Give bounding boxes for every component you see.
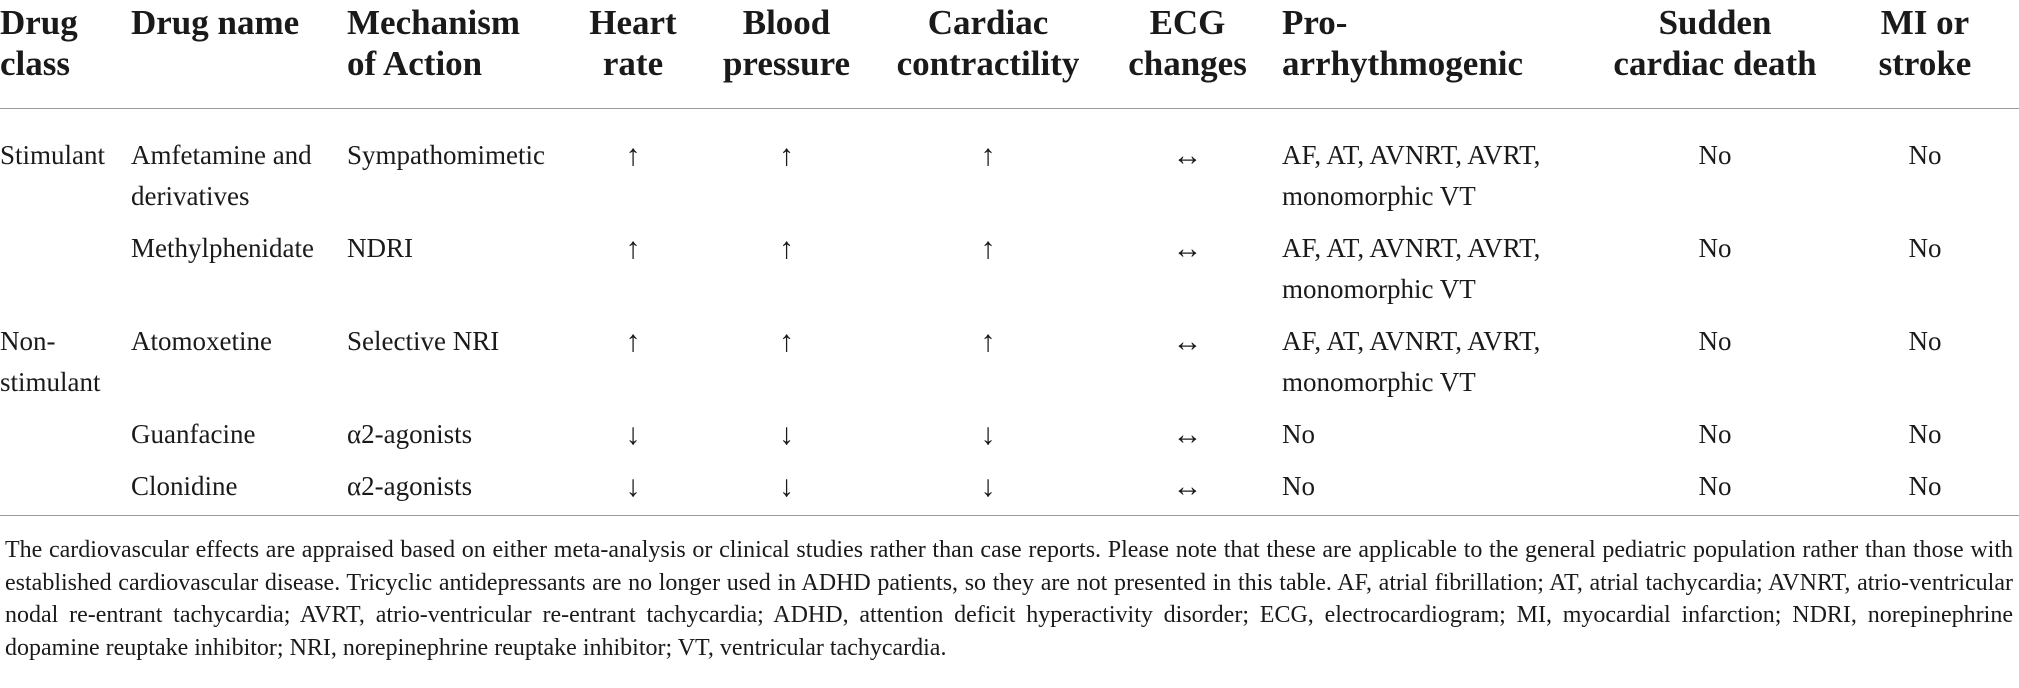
- cell-sudden-cardiac-death: No: [1698, 419, 1732, 449]
- cell-drug-class: [0, 228, 131, 321]
- cell-cardiac-contractility: ↑: [980, 139, 996, 172]
- cell-drug-name: Methylphenidate: [131, 233, 314, 263]
- cell-drug-class: [0, 466, 131, 516]
- cell-ecg-changes: ↔: [1172, 418, 1203, 451]
- cell-mi-or-stroke: No: [1908, 233, 1942, 263]
- cell-mi-or-stroke: No: [1831, 466, 2019, 516]
- cell-sudden-cardiac-death: No: [1599, 466, 1831, 516]
- cell-ecg-changes: ↔: [1172, 232, 1203, 265]
- cell-mechanism: NDRI: [347, 233, 413, 263]
- cell-pro-arrhythmogenic: AF, AT, AVNRT, AVRT, monomorphic VT: [1282, 326, 1541, 397]
- cell-cardiac-contractility: ↓: [883, 466, 1093, 516]
- cell-cardiac-contractility: ↓: [980, 418, 996, 451]
- cell-sudden-cardiac-death: No: [1698, 326, 1732, 356]
- table-row: [0, 414, 2019, 466]
- cell-blood-pressure: ↑: [779, 232, 794, 265]
- table-row: [0, 321, 2019, 414]
- cell-heart-rate: ↑: [625, 325, 641, 358]
- header-mi-or-stroke: MI or stroke: [1831, 0, 2019, 109]
- cell-sudden-cardiac-death: No: [1698, 140, 1732, 170]
- cell-drug-class: Non- stimulant: [0, 326, 101, 397]
- table-row: [0, 228, 2019, 321]
- cell-heart-rate: ↓: [576, 466, 690, 516]
- cell-heart-rate: ↑: [625, 232, 641, 265]
- cell-drug-class: [0, 414, 131, 466]
- table-header-row: [0, 0, 2019, 109]
- cell-mi-or-stroke: No: [1908, 140, 1942, 170]
- cell-drug-name: Clonidine: [131, 466, 347, 516]
- cell-drug-name: Amfetamine and derivatives: [131, 140, 312, 211]
- cell-sudden-cardiac-death: No: [1698, 233, 1732, 263]
- cell-pro-arrhythmogenic: No: [1282, 466, 1599, 516]
- cell-heart-rate: ↓: [625, 418, 641, 451]
- cell-blood-pressure: ↓: [779, 418, 794, 451]
- cell-blood-pressure: ↑: [779, 139, 794, 172]
- table-row: [0, 466, 2019, 516]
- cell-blood-pressure: ↑: [779, 325, 794, 358]
- cell-blood-pressure: ↓: [690, 466, 883, 516]
- header-heart-rate: Heart rate: [576, 0, 690, 109]
- header-mechanism: Mechanism of Action: [347, 0, 576, 109]
- cell-mechanism: α2-agonists: [347, 466, 576, 516]
- header-pro-arrhythmogenic: Pro- arrhythmogenic: [1282, 0, 1599, 109]
- cell-pro-arrhythmogenic: AF, AT, AVNRT, AVRT, monomorphic VT: [1282, 233, 1541, 304]
- cell-mi-or-stroke: No: [1908, 419, 1942, 449]
- cell-mechanism: α2-agonists: [347, 419, 473, 449]
- table-footnote: The cardiovascular effects are appraised based on either meta-analysis or clinical studies rather than case reports. Please note that these are applicable to the general pediatric population rather than those with established cardiovascular disease. Tricyclic antidepressants are no longer used in ADHD patients, so they are not presented in this table. AF, atrial fibrillation; AT, atrial tachycardia; AVNRT, atrio-ventricular nodal re-entrant tachycardia; AVRT, atrio-ventricular re-entrant tachycardia; ADHD, attention deficit hyperactivity disorder; ECG, electrocardiogram; MI, myocardial infarction; NDRI, norepinephrine dopamine reuptake inhibitor; NRI, norepinephrine reuptake inhibitor; VT, ventricular tachycardia.: [5, 537, 2013, 661]
- header-drug-class: Drug class: [0, 0, 131, 109]
- cell-cardiac-contractility: ↑: [980, 232, 996, 265]
- cell-pro-arrhythmogenic: AF, AT, AVNRT, AVRT, monomorphic VT: [1282, 140, 1541, 211]
- cell-drug-name: Atomoxetine: [131, 326, 272, 356]
- header-cardiac-contractility: Cardiac contractility: [883, 0, 1093, 109]
- header-drug-name: Drug name: [131, 0, 347, 109]
- cell-heart-rate: ↑: [625, 139, 641, 172]
- cell-drug-class: Stimulant: [0, 140, 106, 170]
- cell-cardiac-contractility: ↑: [980, 325, 996, 358]
- cell-drug-name: Guanfacine: [131, 419, 256, 449]
- header-spacer-row: [0, 109, 2019, 136]
- cell-mi-or-stroke: No: [1908, 326, 1942, 356]
- cell-ecg-changes: ↔: [1172, 139, 1203, 172]
- cell-ecg-changes: ↔: [1093, 466, 1282, 516]
- cell-mechanism: Sympathomimetic: [347, 140, 545, 170]
- header-ecg-changes: ECG changes: [1093, 0, 1282, 109]
- cell-mechanism: Selective NRI: [347, 326, 500, 356]
- table-row: [0, 135, 2019, 228]
- header-sudden-cardiac-death: Sudden cardiac death: [1599, 0, 1831, 109]
- cell-ecg-changes: ↔: [1172, 325, 1203, 358]
- header-blood-pressure: Blood pressure: [690, 0, 883, 109]
- cell-pro-arrhythmogenic: No: [1282, 419, 1315, 449]
